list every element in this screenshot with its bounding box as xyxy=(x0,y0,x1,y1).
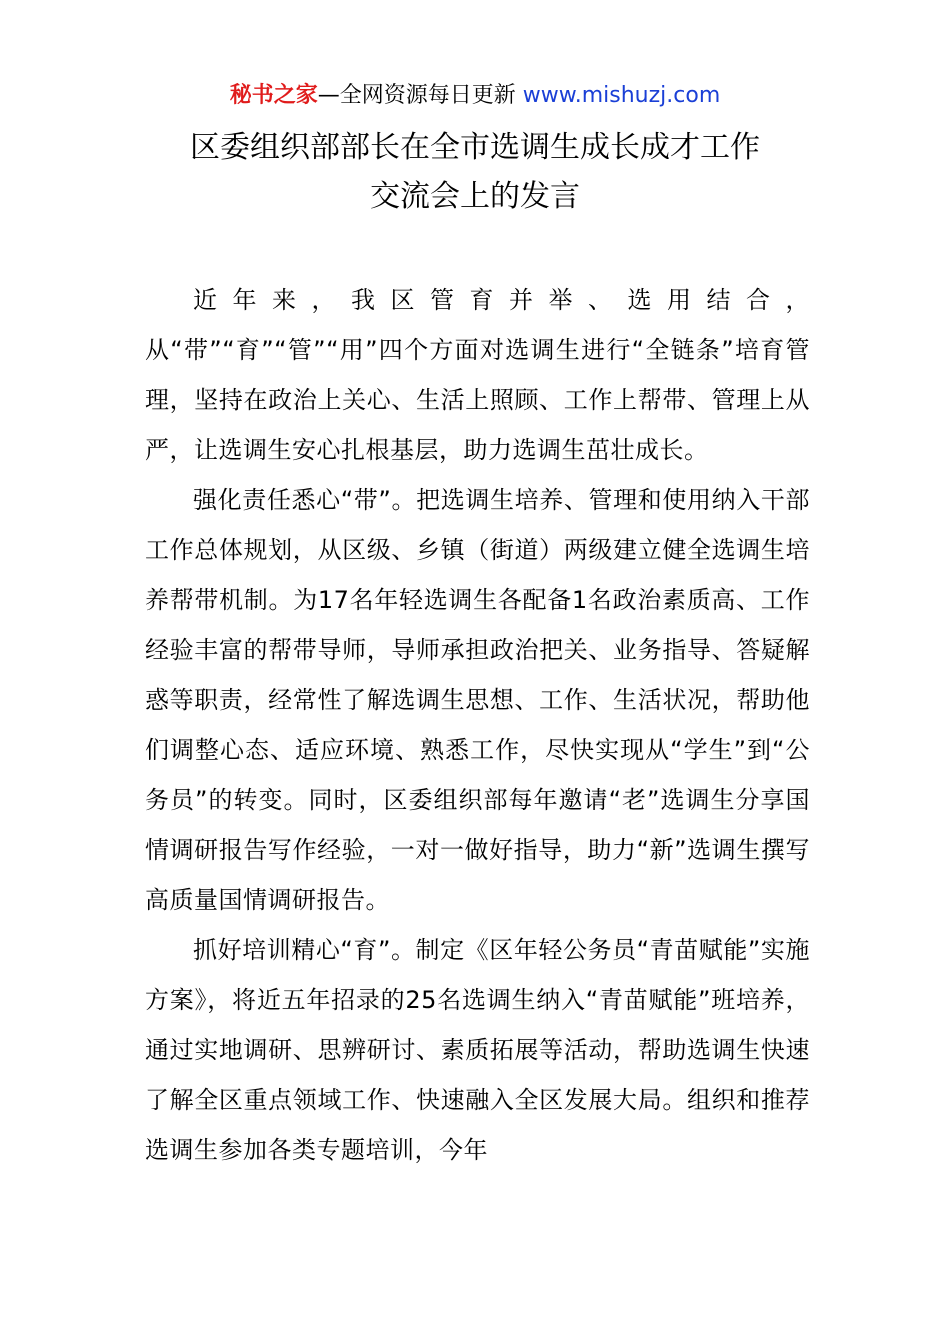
body-paragraph: 近年来，我区管育并举、选用结合，从“带”“育”“管”“用”四个方面对选调生进行“全链条”培育管理，坚持在政治上关心、生活上照顾、工作上帮带、管理上从严，让选调生安心扎根基层，助力选调生茁壮成长。 xyxy=(145,286,810,464)
body-paragraph: 强化责任悉心“带”。把选调生培养、管理和使用纳入干部工作总体规划，从区级、乡镇（街道）两级建立健全选调生培养帮带机制。为17名年轻选调生各配备1名政治素质高、工作经验丰富的帮带导师，导师承担政治把关、业务指导、答疑解惑等职责，经常性了解选调生思想、工作、生活状况，帮助他们调整心态、适应环境、熟悉工作，尽快实现从“学生”到“公务员”的转变。同时，区委组织部每年邀请“老”选调生分享国情调研报告写作经验，一对一做好指导，助力“新”选调生撰写高质量国情调研报告。 xyxy=(145,486,810,914)
brand-name: 秘书之家 xyxy=(229,83,318,108)
document-title-line-1: 区委组织部部长在全市选调生成长成才工作 xyxy=(190,130,760,165)
site-url-link[interactable]: www.mishuzj.com xyxy=(522,83,721,108)
document-body xyxy=(145,275,810,1175)
document-title-line-2: 交流会上的发言 xyxy=(370,179,580,214)
site-header xyxy=(0,80,950,112)
header-tagline: —全网资源每日更新 xyxy=(317,83,523,108)
body-paragraph: 抓好培训精心“育”。制定《区年轻公务员“青苗赋能”实施方案》，将近五年招录的25名选调生纳入“青苗赋能”班培养，通过实地调研、思辨研讨、素质拓展等活动，帮助选调生快速了解全区重点领域工作、快速融入全区发展大局。组织和推荐选调生参加各类专题培训，今年 xyxy=(145,936,810,1164)
